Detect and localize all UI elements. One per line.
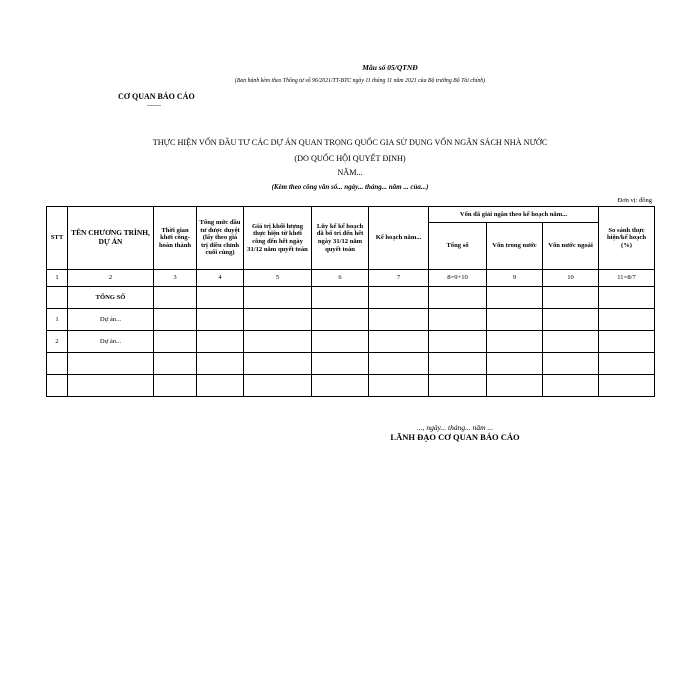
table-cell	[369, 375, 429, 397]
table-cell	[429, 309, 487, 331]
col-year-plan: Kế hoạch năm...	[369, 207, 429, 270]
column-number: 10	[543, 270, 599, 287]
table-row	[47, 375, 655, 397]
col-total-investment: Tổng mức đầu tư được duyệt (lấy theo giá trị điều chỉnh cuối cùng)	[197, 207, 244, 270]
table-cell	[244, 287, 312, 309]
signature-date: ..., ngày... tháng... năm ...	[416, 423, 494, 432]
table-cell	[154, 309, 197, 331]
table-cell	[244, 375, 312, 397]
table-cell	[543, 353, 599, 375]
table-cell	[429, 331, 487, 353]
table-cell	[312, 331, 369, 353]
table-row	[47, 331, 655, 353]
table-cell	[429, 353, 487, 375]
table-cell	[599, 309, 655, 331]
total-label: TỔNG SỐ	[68, 287, 154, 309]
table-cell	[487, 287, 543, 309]
table-cell	[47, 287, 68, 309]
row-project-name: Dự án...	[68, 331, 154, 353]
issuance-note: (Ban hành kèm theo Thông tư số 96/2021/TT-BTC ngày 11 tháng 11 năm 2021 của Bộ trưởng Bộ Tài chính)	[234, 78, 486, 84]
column-number: 7	[369, 270, 429, 287]
table-cell	[47, 375, 68, 397]
table-cell	[68, 375, 154, 397]
table-cell	[487, 309, 543, 331]
col-completed-value: Giá trị khối lượng thực hiện từ khởi công đến hết ngày 31/12 năm quyết toán	[244, 207, 312, 270]
table-cell	[312, 375, 369, 397]
table-cell	[487, 375, 543, 397]
report-table	[46, 206, 655, 397]
col-stt: STT	[47, 207, 68, 270]
column-number: 3	[154, 270, 197, 287]
table-cell	[599, 287, 655, 309]
table-cell	[154, 331, 197, 353]
unit-label: Đơn vị: đồng	[617, 197, 652, 204]
table-cell	[68, 353, 154, 375]
table-cell	[369, 353, 429, 375]
col-timeline: Thời gian khởi công-hoàn thành	[154, 207, 197, 270]
agency-underline: -------	[147, 103, 161, 109]
table-cell	[369, 309, 429, 331]
table-cell	[487, 331, 543, 353]
column-number: 4	[197, 270, 244, 287]
table-cell	[154, 353, 197, 375]
column-number: 9	[487, 270, 543, 287]
table-cell	[197, 309, 244, 331]
table-cell	[369, 287, 429, 309]
report-title: THỰC HIỆN VỐN ĐẦU TƯ CÁC DỰ ÁN QUAN TRỌNG QUỐC GIA SỬ DỤNG VỐN NGÂN SÁCH NHÀ NƯỚC	[152, 138, 548, 147]
report-reference: (Kèm theo công văn số... ngày... tháng... năm ... của...)	[271, 183, 429, 191]
table-row	[47, 309, 655, 331]
col-domestic: Vốn trong nước	[487, 223, 543, 270]
report-year: NĂM...	[337, 168, 363, 177]
col-foreign: Vốn nước ngoài	[543, 223, 599, 270]
table-cell	[197, 287, 244, 309]
table-cell	[154, 287, 197, 309]
col-disbursed-total: Tổng số	[429, 223, 487, 270]
table-cell	[543, 375, 599, 397]
table-cell	[154, 375, 197, 397]
column-number: 11=8/7	[599, 270, 655, 287]
column-number: 2	[68, 270, 154, 287]
column-number: 5	[244, 270, 312, 287]
table-cell	[599, 331, 655, 353]
col-name: TÊN CHƯƠNG TRÌNH, DỰ ÁN	[68, 207, 154, 270]
table-cell	[244, 309, 312, 331]
table-cell	[312, 287, 369, 309]
report-subtitle: (DO QUỐC HỘI QUYẾT ĐỊNH)	[294, 154, 406, 163]
col-compare: So sánh thực hiện/kế hoạch (%)	[599, 207, 655, 270]
table-cell	[47, 353, 68, 375]
table-cell	[312, 353, 369, 375]
table-cell	[197, 375, 244, 397]
table-cell	[369, 331, 429, 353]
total-row	[47, 287, 655, 309]
table-cell	[197, 331, 244, 353]
table-row	[47, 353, 655, 375]
table-cell	[543, 287, 599, 309]
column-number: 8=9+10	[429, 270, 487, 287]
row-stt: 2	[47, 331, 68, 353]
table-cell	[599, 375, 655, 397]
reporting-agency-label: CƠ QUAN BÁO CÁO	[118, 92, 195, 101]
col-cumulative-plan: Lũy kế kế hoạch đã bố trí đến hết ngày 31/12 năm quyết toán	[312, 207, 369, 270]
row-project-name: Dự án...	[68, 309, 154, 331]
table-cell	[429, 375, 487, 397]
col-disbursed-group: Vốn đã giải ngân theo kế hoạch năm...	[429, 207, 599, 223]
table-cell	[487, 353, 543, 375]
table-cell	[244, 353, 312, 375]
form-number: Mẫu số 05/QTNĐ	[362, 63, 418, 72]
table-cell	[543, 309, 599, 331]
table-cell	[197, 353, 244, 375]
table-cell	[244, 331, 312, 353]
column-number: 1	[47, 270, 68, 287]
table-cell	[312, 309, 369, 331]
column-number: 6	[312, 270, 369, 287]
row-stt: 1	[47, 309, 68, 331]
table-cell	[543, 331, 599, 353]
signature-title: LÃNH ĐẠO CƠ QUAN BÁO CÁO	[390, 432, 520, 442]
table-cell	[429, 287, 487, 309]
table-cell	[599, 353, 655, 375]
